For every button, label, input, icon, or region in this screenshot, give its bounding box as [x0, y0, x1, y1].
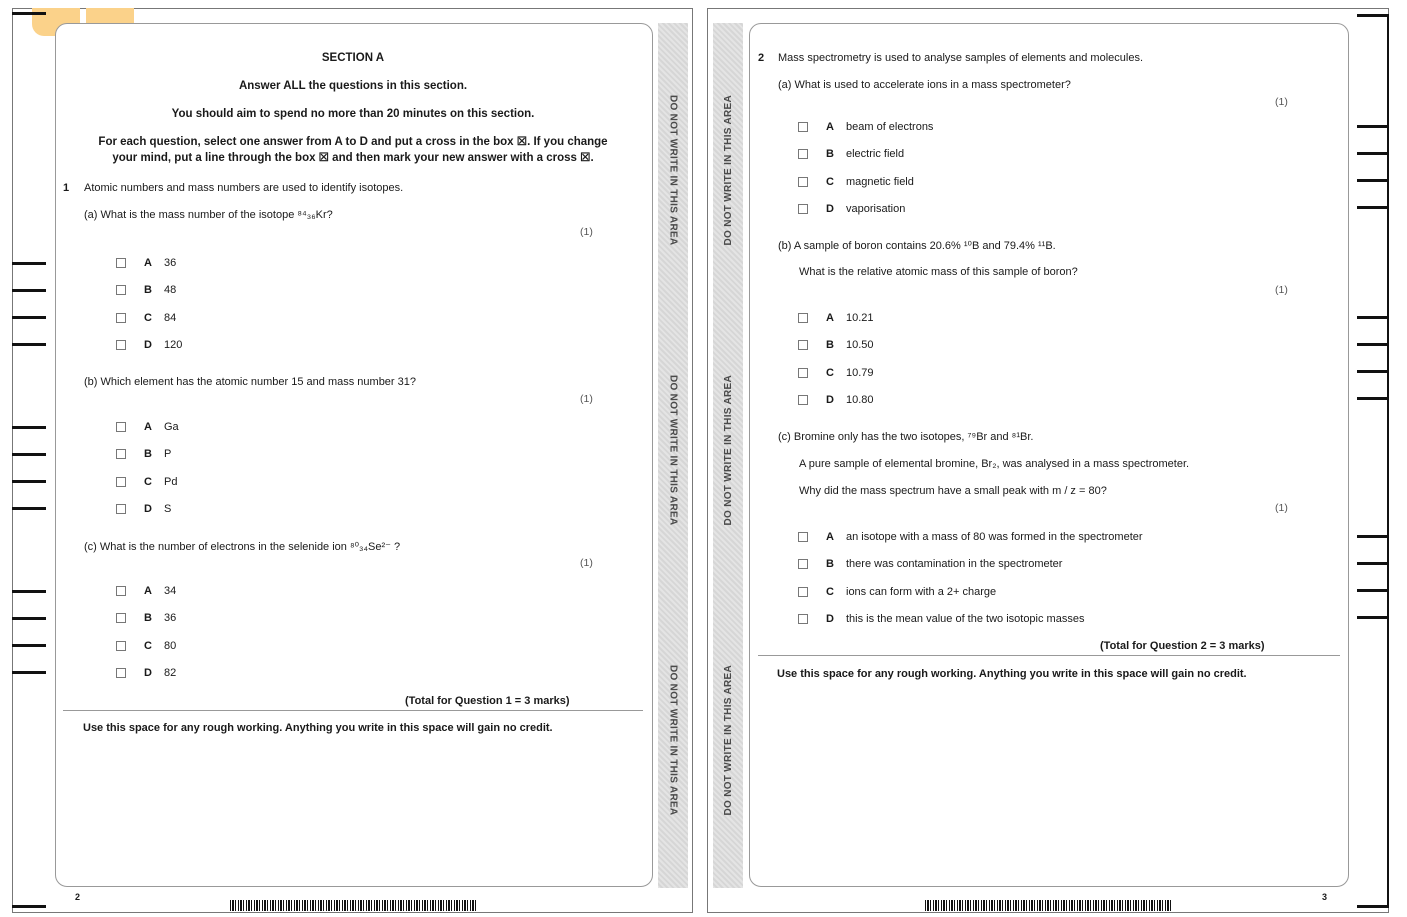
- option-text: S: [164, 502, 172, 515]
- answer-option: [798, 202, 905, 216]
- option-letter: C: [826, 366, 834, 379]
- instruction: For each question, select one answer from A to D and put a cross in the box ☒. If you change: [98, 136, 608, 148]
- rough-working-note: Use this space for any rough working. Anything you write in this space will gain no credit.: [777, 668, 1247, 680]
- edge-mark: [1357, 316, 1389, 319]
- edge-mark: [12, 453, 46, 456]
- option-text: there was contamination in the spectrometer: [846, 558, 1063, 571]
- edge-mark: [1357, 616, 1389, 619]
- divider: [758, 655, 1340, 656]
- option-letter: B: [826, 339, 834, 352]
- answer-checkbox[interactable]: [798, 122, 808, 132]
- edge-mark: [1357, 14, 1389, 17]
- answer-checkbox[interactable]: [798, 395, 808, 405]
- option-text: Pd: [164, 475, 178, 488]
- answer-option: [116, 584, 176, 598]
- option-letter: C: [144, 639, 152, 652]
- option-text: an isotope with a mass of 80 was formed in the spectrometer: [846, 531, 1143, 543]
- option-letter: A: [144, 585, 152, 597]
- option-text: 10.50: [846, 339, 874, 352]
- question-part: (a) What is the mass number of the isotope ⁸⁴₃₆Kr?: [84, 209, 333, 221]
- answer-checkbox[interactable]: [116, 477, 126, 487]
- answer-option: [116, 256, 176, 270]
- answer-option: [798, 175, 914, 189]
- option-letter: A: [826, 121, 834, 133]
- answer-option: [116, 666, 176, 680]
- answer-checkbox[interactable]: [798, 559, 808, 569]
- marks-label: (1): [1275, 96, 1288, 108]
- option-letter: A: [144, 257, 152, 269]
- edge-mark: [1357, 535, 1389, 538]
- edge-mark: [12, 507, 46, 510]
- page-number: 2: [75, 892, 81, 902]
- option-letter: B: [144, 612, 152, 625]
- edge-mark: [1357, 589, 1389, 592]
- answer-checkbox[interactable]: [116, 586, 126, 596]
- question-total: (Total for Question 1 = 3 marks): [405, 695, 570, 707]
- option-letter: B: [826, 558, 834, 571]
- edge-mark: [12, 316, 46, 319]
- option-letter: B: [144, 284, 152, 297]
- answer-option: [798, 612, 1084, 626]
- instruction: your mind, put a line through the box ☒ and then mark your new answer with a cross ☒.: [112, 152, 594, 164]
- option-text: this is the mean value of the two isotopic masses: [846, 612, 1085, 625]
- option-text: P: [164, 448, 172, 461]
- question-part: (a) What is used to accelerate ions in a mass spectrometer?: [778, 79, 1071, 91]
- edge-mark: [1357, 125, 1389, 128]
- answer-checkbox[interactable]: [798, 313, 808, 323]
- answer-option: [798, 338, 874, 352]
- question-total: (Total for Question 2 = 3 marks): [1100, 640, 1265, 652]
- option-text: 36: [164, 612, 177, 625]
- question-part: (c) Bromine only has the two isotopes, ⁷⁹Br and ⁸¹Br.: [778, 431, 1034, 443]
- option-letter: D: [826, 393, 834, 406]
- question-text: A pure sample of elemental bromine, Br₂, was analysed in a mass spectrometer.: [799, 458, 1190, 470]
- question-part: (b) Which element has the atomic number 15 and mass number 31?: [84, 376, 416, 388]
- answer-checkbox[interactable]: [116, 422, 126, 432]
- option-text: magnetic field: [846, 175, 914, 188]
- marks-label: (1): [580, 393, 593, 405]
- edge-mark: [1357, 562, 1389, 565]
- answer-checkbox[interactable]: [116, 285, 126, 295]
- option-letter: A: [826, 312, 834, 324]
- edge-mark: [1387, 14, 1389, 908]
- option-letter: A: [144, 421, 152, 433]
- option-letter: C: [826, 175, 834, 188]
- answer-option: [116, 447, 171, 461]
- barcode: [230, 900, 476, 911]
- option-text: 10.80: [846, 393, 874, 406]
- answer-checkbox[interactable]: [798, 204, 808, 214]
- option-text: 10.21: [846, 312, 874, 324]
- answer-option: [798, 147, 904, 161]
- answer-checkbox[interactable]: [116, 313, 126, 323]
- option-letter: D: [144, 338, 152, 351]
- edge-mark: [12, 590, 46, 593]
- option-letter: C: [826, 585, 834, 598]
- answer-checkbox[interactable]: [116, 641, 126, 651]
- answer-checkbox[interactable]: [798, 532, 808, 542]
- option-text: ions can form with a 2+ charge: [846, 585, 997, 598]
- edge-mark: [1357, 152, 1389, 155]
- section-title: SECTION A: [321, 52, 385, 64]
- answer-checkbox[interactable]: [798, 149, 808, 159]
- marks-label: (1): [580, 557, 593, 569]
- edge-mark: [1357, 206, 1389, 209]
- answer-checkbox[interactable]: [798, 177, 808, 187]
- option-text: 34: [164, 585, 177, 597]
- edge-mark: [1357, 905, 1389, 908]
- option-text: 36: [164, 257, 177, 269]
- edge-mark: [12, 617, 46, 620]
- answer-option: [116, 502, 171, 516]
- edge-mark: [1357, 343, 1389, 346]
- answer-option: [116, 420, 179, 434]
- barcode: [925, 900, 1171, 911]
- marks-label: (1): [1275, 502, 1288, 514]
- question-stem: Mass spectrometry is used to analyse samples of elements and molecules.: [778, 52, 1143, 64]
- edge-mark: [12, 262, 46, 265]
- option-text: 84: [164, 311, 177, 324]
- option-text: Ga: [164, 421, 179, 433]
- answer-checkbox[interactable]: [116, 668, 126, 678]
- question-part: (c) What is the number of electrons in the selenide ion ⁸⁰₃₄Se²⁻ ?: [84, 541, 401, 553]
- rough-working-note: Use this space for any rough working. Anything you write in this space will gain no credit.: [83, 722, 553, 734]
- answer-checkbox[interactable]: [116, 613, 126, 623]
- edge-mark: [1357, 370, 1389, 373]
- edge-mark: [12, 671, 46, 674]
- option-letter: A: [826, 531, 834, 543]
- answer-checkbox[interactable]: [798, 587, 808, 597]
- answer-option: [798, 393, 874, 407]
- question-stem: Atomic numbers and mass numbers are used to identify isotopes.: [84, 182, 404, 194]
- divider: [63, 710, 643, 711]
- margin-warning: DO NOT WRITE IN THIS AREA: [667, 664, 679, 816]
- answer-option: [116, 338, 182, 352]
- question-part: (b) A sample of boron contains 20.6% ¹⁰B and 79.4% ¹¹B.: [778, 240, 1056, 252]
- option-letter: C: [144, 475, 152, 488]
- question-number: 2: [758, 52, 765, 64]
- answer-option: [798, 557, 1062, 571]
- option-letter: B: [144, 448, 152, 461]
- answer-option: [116, 475, 177, 489]
- answer-option: [116, 611, 176, 625]
- answer-option: [798, 530, 1143, 544]
- edge-mark: [12, 289, 46, 292]
- question-number: 1: [63, 182, 70, 194]
- marks-label: (1): [580, 226, 593, 238]
- margin-warning: DO NOT WRITE IN THIS AREA: [722, 664, 734, 816]
- option-text: electric field: [846, 148, 905, 161]
- edge-mark: [12, 12, 46, 15]
- option-text: 48: [164, 284, 177, 297]
- margin-warning: DO NOT WRITE IN THIS AREA: [667, 94, 679, 246]
- edge-mark: [12, 343, 46, 346]
- answer-checkbox[interactable]: [798, 340, 808, 350]
- question-text: Why did the mass spectrum have a small peak with m / z = 80?: [799, 485, 1107, 497]
- answer-checkbox[interactable]: [116, 258, 126, 268]
- option-letter: D: [826, 612, 834, 625]
- option-text: 120: [164, 338, 183, 351]
- question-text: What is the relative atomic mass of this sample of boron?: [799, 266, 1078, 278]
- option-text: beam of electrons: [846, 121, 934, 133]
- margin-warning: DO NOT WRITE IN THIS AREA: [722, 94, 734, 246]
- option-text: 82: [164, 666, 177, 679]
- answer-option: [798, 311, 874, 325]
- edge-mark: [1357, 179, 1389, 182]
- page-number: 3: [1322, 892, 1328, 902]
- edge-mark: [1357, 397, 1389, 400]
- answer-option: [798, 585, 996, 599]
- instruction: You should aim to spend no more than 20 minutes on this section.: [171, 108, 535, 120]
- answer-checkbox[interactable]: [116, 449, 126, 459]
- edge-mark: [12, 644, 46, 647]
- option-letter: D: [826, 202, 834, 215]
- marks-label: (1): [1275, 284, 1288, 296]
- answer-option: [116, 311, 176, 325]
- option-letter: C: [144, 311, 152, 324]
- answer-checkbox[interactable]: [798, 614, 808, 624]
- instruction: Answer ALL the questions in this section.: [238, 80, 468, 92]
- edge-mark: [12, 905, 46, 908]
- answer-checkbox[interactable]: [798, 368, 808, 378]
- answer-option: [798, 366, 874, 380]
- margin-warning: DO NOT WRITE IN THIS AREA: [722, 374, 734, 526]
- answer-checkbox[interactable]: [116, 340, 126, 350]
- margin-warning: DO NOT WRITE IN THIS AREA: [667, 374, 679, 526]
- option-letter: D: [144, 502, 152, 515]
- edge-mark: [12, 480, 46, 483]
- option-text: 80: [164, 639, 177, 652]
- option-letter: D: [144, 666, 152, 679]
- answer-checkbox[interactable]: [116, 504, 126, 514]
- answer-option: [798, 120, 933, 134]
- option-letter: B: [826, 148, 834, 161]
- answer-option: [116, 639, 176, 653]
- edge-mark: [12, 426, 46, 429]
- option-text: vaporisation: [846, 202, 906, 215]
- answer-option: [116, 283, 176, 297]
- option-text: 10.79: [846, 366, 874, 379]
